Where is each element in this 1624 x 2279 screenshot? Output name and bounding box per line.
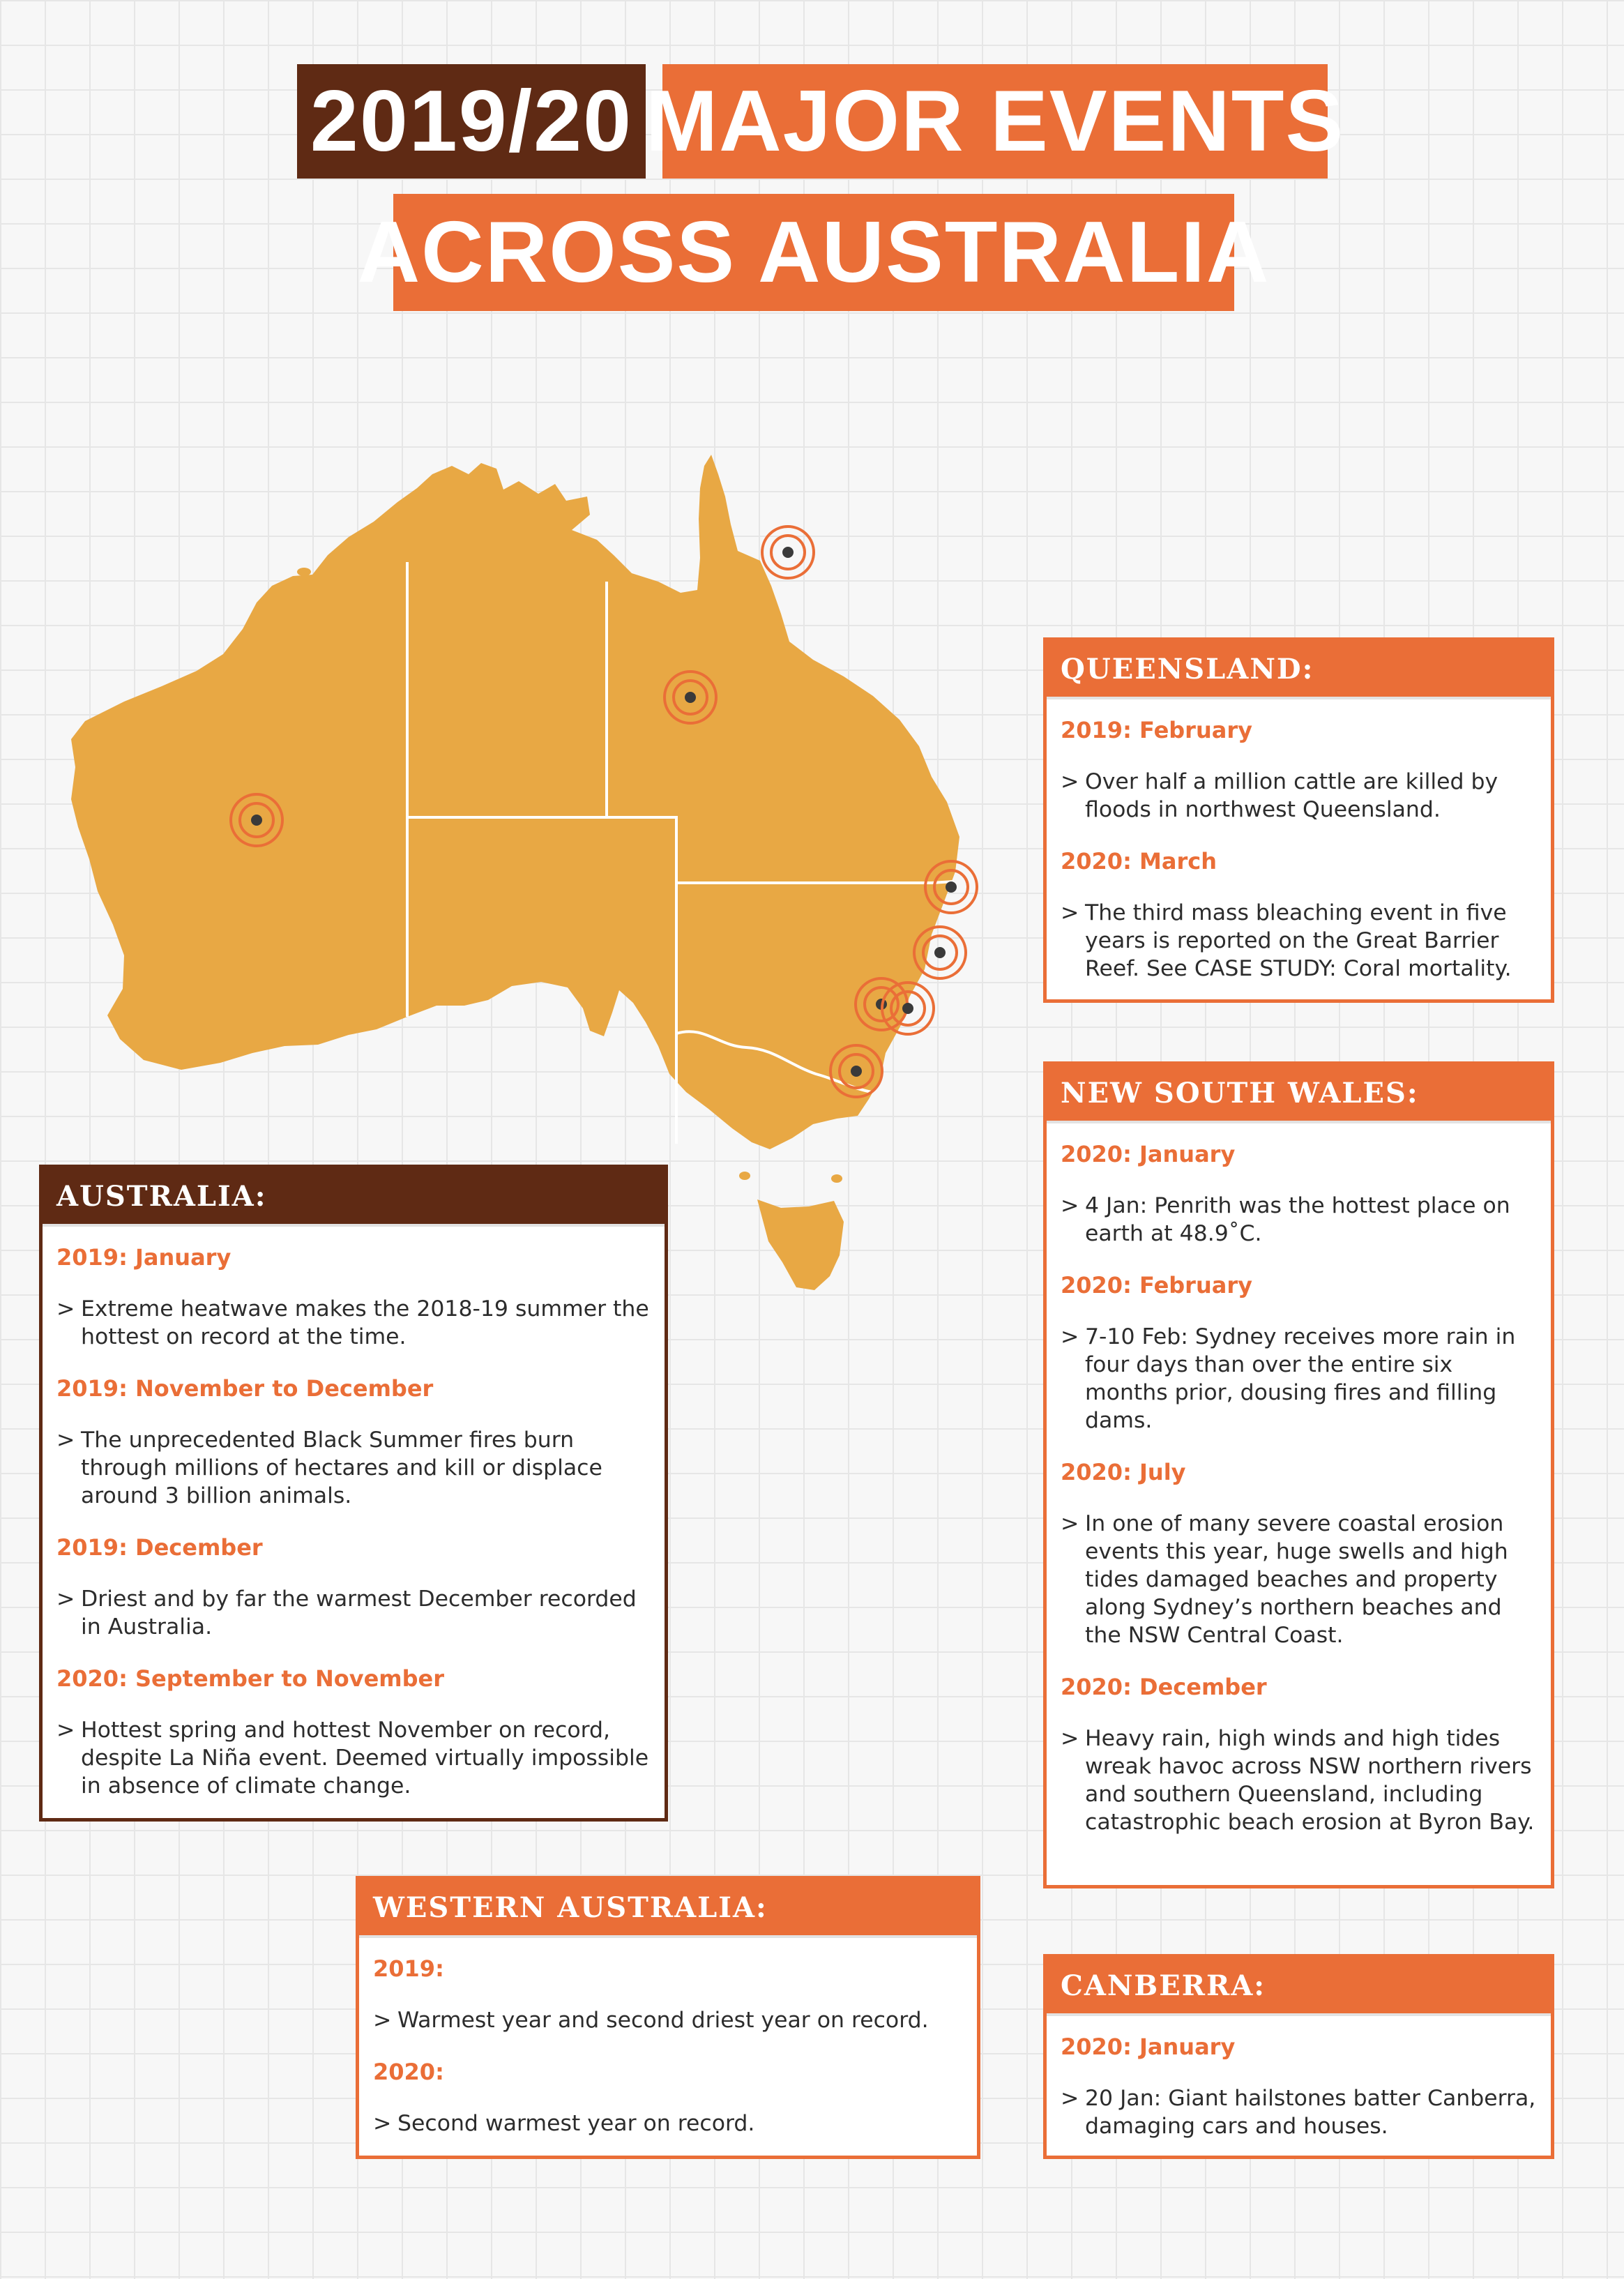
event-date: 2020: December	[1061, 1674, 1267, 1700]
event-date: 2020: September to November	[56, 1665, 445, 1692]
queensland-heading: QUEENSLAND:	[1047, 641, 1551, 699]
event-text: > Hottest spring and hottest November on record, despite La Niña event. Deemed virtually impossible in absence of climate change.	[56, 1716, 651, 1800]
concentric-circle-target-icon	[762, 527, 814, 578]
canberra-panel	[1043, 1954, 1554, 2159]
concentric-circle-target-icon	[665, 672, 716, 723]
event-text: > Warmest year and second driest year on record.	[373, 2006, 963, 2034]
canberra-heading: CANBERRA:	[1047, 1958, 1551, 2016]
nsw-heading: NEW SOUTH WALES:	[1047, 1065, 1551, 1123]
mainland-shape	[71, 455, 959, 1149]
western-australia-panel	[356, 1876, 980, 2159]
event-text: > 7-10 Feb: Sydney receives more rain in four days than over the entire six months prior, dousing fires and filling dams.	[1061, 1323, 1537, 1434]
australia-panel	[39, 1165, 668, 1822]
event-date: 2020: March	[1061, 848, 1217, 874]
title-line-1: MAJOR EVENTS	[662, 64, 1328, 179]
event-date: 2019: February	[1061, 717, 1252, 743]
event-text: > Extreme heatwave makes the 2018-19 summer the hottest on record at the time.	[56, 1295, 651, 1351]
event-text: > In one of many severe coastal erosion events this year, huge swells and high tides damaged beaches and property along Sydney’s northern beaches and the NSW Central Coast.	[1061, 1510, 1537, 1649]
australia-heading: AUSTRALIA:	[43, 1168, 665, 1227]
event-date: 2020: January	[1061, 1141, 1236, 1167]
concentric-circle-target-icon	[882, 983, 934, 1034]
event-date: 2019: January	[56, 1244, 232, 1271]
event-text: > 4 Jan: Penrith was the hottest place on earth at 48.9˚C.	[1061, 1192, 1537, 1248]
nsw-panel	[1043, 1061, 1554, 1888]
event-date: 2019: December	[56, 1534, 263, 1561]
event-text: > The third mass bleaching event in five years is reported on the Great Barrier Reef. See CASE STUDY: Coral mortality.	[1061, 899, 1537, 983]
event-date: 2019:	[373, 1955, 444, 1982]
concentric-circle-target-icon	[830, 1045, 882, 1097]
concentric-circle-target-icon	[231, 794, 282, 846]
event-text: > The unprecedented Black Summer fires burn through millions of hectares and kill or displace around 3 billion animals.	[56, 1426, 651, 1510]
concentric-circle-target-icon	[914, 927, 966, 978]
tasmania-shape	[757, 1199, 844, 1290]
event-text: > Driest and by far the warmest December recorded in Australia.	[56, 1585, 651, 1641]
event-date: 2020:	[373, 2059, 444, 2085]
event-text: > 20 Jan: Giant hailstones batter Canberra, damaging cars and houses.	[1061, 2084, 1537, 2140]
event-text: > Heavy rain, high winds and high tides wreak havoc across NSW northern rivers and southern Queensland, including catastrophic beach erosion at Byron Bay.	[1061, 1725, 1537, 1836]
queensland-panel	[1043, 637, 1554, 1003]
concentric-circle-target-icon	[925, 861, 977, 913]
event-text: > Over half a million cattle are killed by floods in northwest Queensland.	[1061, 768, 1537, 824]
event-date: 2019: November to December	[56, 1375, 434, 1402]
event-text: > Second warmest year on record.	[373, 2110, 963, 2137]
event-date: 2020: July	[1061, 1459, 1186, 1485]
western-australia-heading: WESTERN AUSTRALIA:	[359, 1879, 977, 1938]
event-date: 2020: February	[1061, 1272, 1252, 1298]
event-date: 2020: January	[1061, 2034, 1236, 2060]
title-line-2: ACROSS AUSTRALIA	[393, 194, 1234, 311]
title-year: 2019/20	[297, 64, 646, 179]
